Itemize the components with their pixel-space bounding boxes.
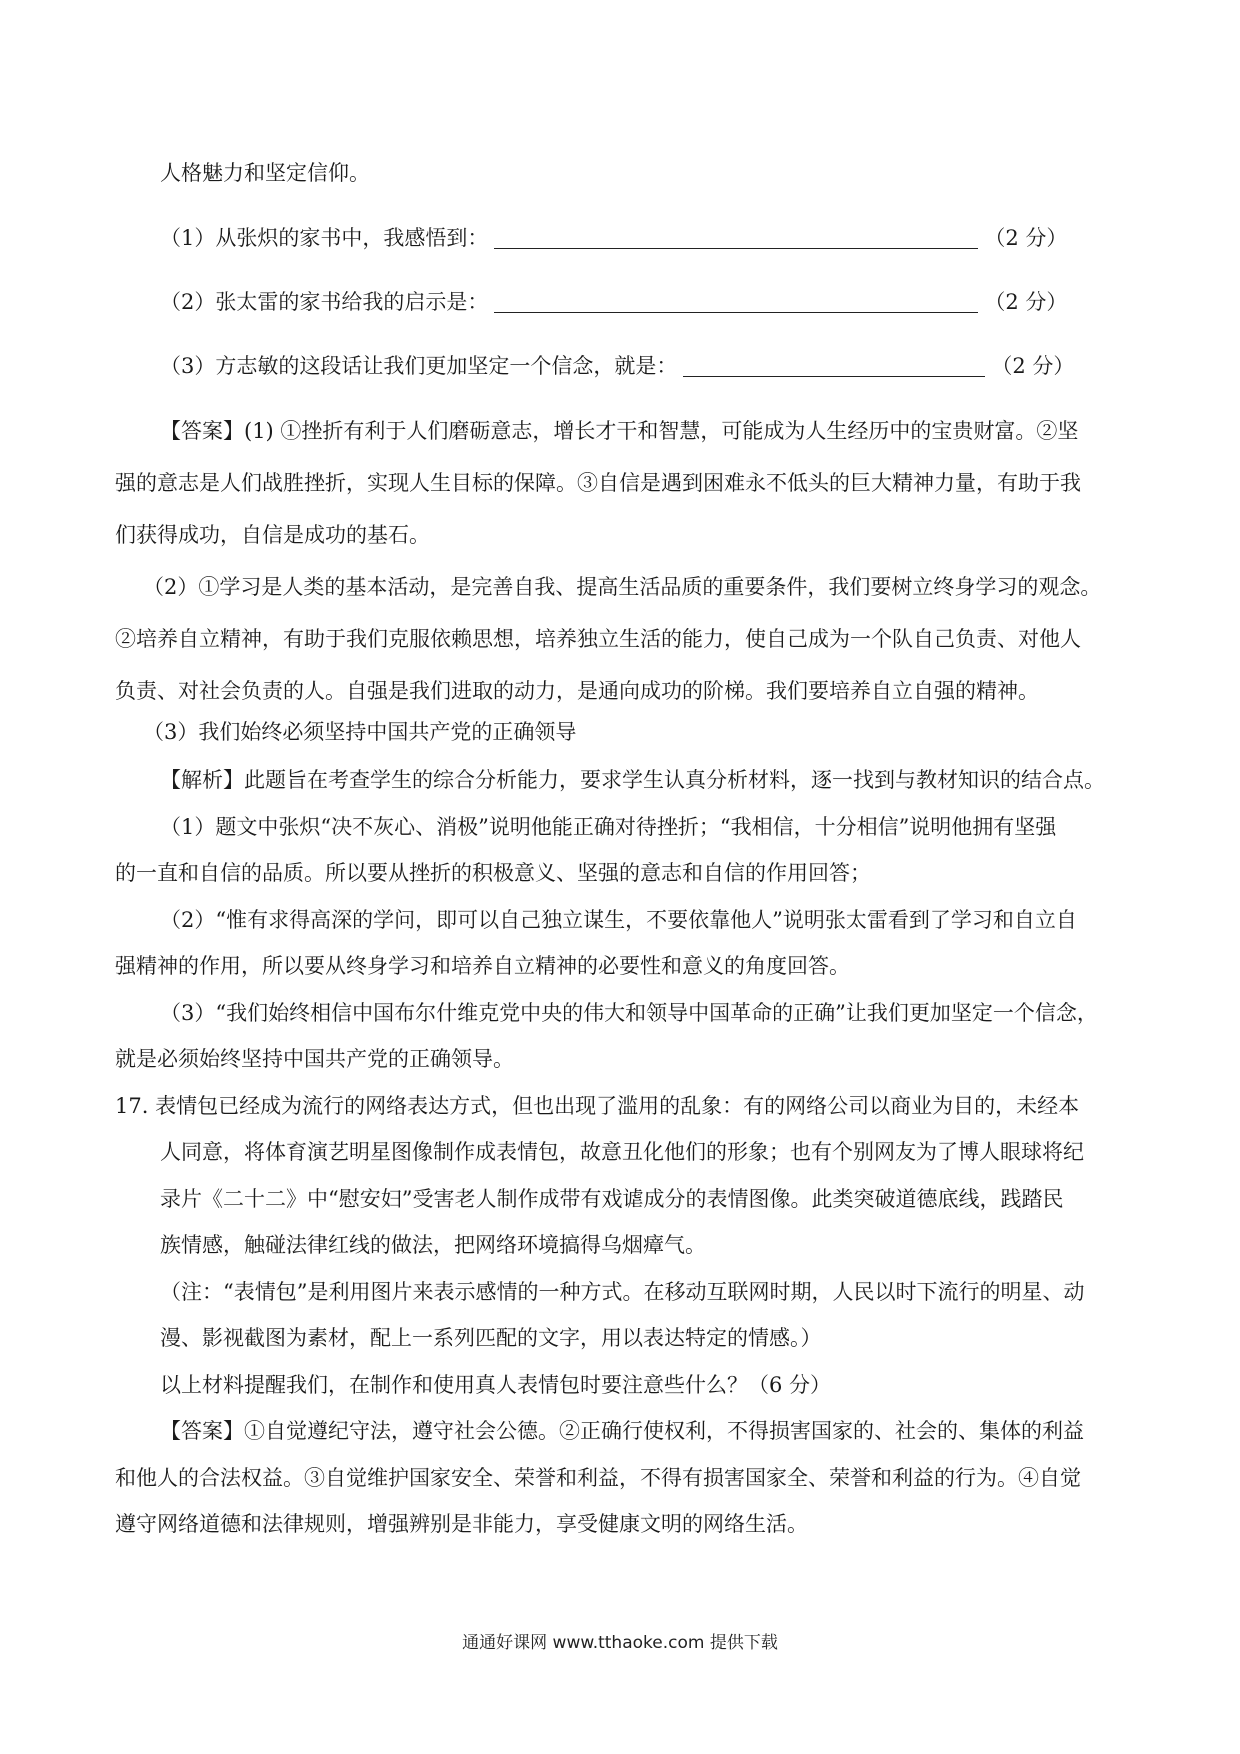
- question-3-label: （3）方志敏的这段话让我们更加坚定一个信念，就是：: [160, 354, 678, 378]
- answer-blank-3[interactable]: [683, 352, 985, 377]
- question-17-prompt: 以上材料提醒我们，在制作和使用真人表情包时要注意些什么？（6 分）: [160, 1373, 832, 1397]
- question-2: [160, 287, 1067, 317]
- analysis-line: 就是必须始终坚持中国共产党的正确领导。: [115, 1047, 514, 1071]
- answer-17-line: 遵守网络道德和法律规则，增强辨别是非能力，享受健康文明的网络生活。: [115, 1512, 808, 1536]
- answer-blank-1[interactable]: [494, 224, 978, 249]
- question-3-score: （2 分）: [991, 354, 1075, 378]
- analysis-line: （1）题文中张炽“决不灰心、消极”说明他能正确对待挫折；“我相信，十分相信”说明他拥有坚强: [160, 815, 1057, 839]
- answer-1-line: 【答案】(1) ①挫折有利于人们磨砺意志，增长才干和智慧，可能成为人生经历中的宝贵财富。②坚: [160, 419, 1079, 443]
- answer-2-line: 负责、对社会负责的人。自强是我们进取的动力，是通向成功的阶梯。我们要培养自立自强的精神。: [115, 679, 1039, 703]
- note-line: 漫、影视截图为素材，配上一系列匹配的文字，用以表达特定的情感。）: [160, 1326, 822, 1350]
- question-17-line: 录片《二十二》中“慰安妇”受害老人制作成带有戏谑成分的表情图像。此类突破道德底线，践踏民: [160, 1187, 1064, 1211]
- question-1-score: （2 分）: [984, 226, 1068, 250]
- analysis-line: 强精神的作用，所以要从终身学习和培养自立精神的必要性和意义的角度回答。: [115, 954, 850, 978]
- answer-17-line: 和他人的合法权益。③自觉维护国家安全、荣誉和利益，不得有损害国家全、荣誉和利益的行为。④自觉: [115, 1466, 1081, 1490]
- analysis-line: （2）“惟有求得高深的学问，即可以自己独立谋生，不要依靠他人”说明张太雷看到了学习和自立自: [160, 908, 1077, 932]
- question-2-label: （2）张太雷的家书给我的启示是：: [160, 290, 489, 314]
- answer-17-line: 【答案】①自觉遵纪守法，遵守社会公德。②正确行使权利，不得损害国家的、社会的、集体的利益: [160, 1419, 1084, 1443]
- note-line: （注：“表情包”是利用图片来表示感情的一种方式。在移动互联网时期，人民以时下流行的明星、动: [160, 1280, 1085, 1304]
- question-17-line: 人同意，将体育演艺明星图像制作成表情包，故意丑化他们的形象；也有个别网友为了博人眼球将纪: [160, 1140, 1084, 1164]
- text-line: 人格魅力和坚定信仰。: [160, 161, 370, 185]
- answer-2-line: （2）①学习是人类的基本活动，是完善自我、提高生活品质的重要条件，我们要树立终身学习的观念。: [143, 575, 1102, 599]
- page-footer: 通通好课网 www.tthaoke.com 提供下载: [462, 1633, 778, 1653]
- question-1: [160, 223, 1067, 253]
- answer-1-line: 们获得成功，自信是成功的基石。: [115, 523, 430, 547]
- answer-3-line: （3）我们始终必须坚持中国共产党的正确领导: [143, 720, 577, 744]
- question-2-score: （2 分）: [984, 290, 1068, 314]
- answer-blank-2[interactable]: [494, 288, 978, 313]
- answer-1-line: 强的意志是人们战胜挫折，实现人生目标的保障。③自信是遇到困难永不低头的巨大精神力量，有助于我: [115, 471, 1081, 495]
- question-1-label: （1）从张炽的家书中，我感悟到：: [160, 226, 489, 250]
- question-17-line: 17. 表情包已经成为流行的网络表达方式，但也出现了滥用的乱象：有的网络公司以商业为目的，未经本: [115, 1094, 1080, 1118]
- analysis-line: 的一直和自信的品质。所以要从挫折的积极意义、坚强的意志和自信的作用回答；: [115, 861, 871, 885]
- analysis-line: 【解析】此题旨在考查学生的综合分析能力，要求学生认真分析材料，逐一找到与教材知识的结合点。: [160, 768, 1105, 792]
- question-3: [160, 351, 1074, 381]
- question-17-line: 族情感，触碰法律红线的做法，把网络环境搞得乌烟瘴气。: [160, 1233, 706, 1257]
- analysis-line: （3）“我们始终相信中国布尔什维克党中央的伟大和领导中国革命的正确”让我们更加坚定一个信念，: [160, 1001, 1098, 1025]
- answer-2-line: ②培养自立精神，有助于我们克服依赖思想，培养独立生活的能力，使自己成为一个队自己负责、对他人: [115, 627, 1081, 651]
